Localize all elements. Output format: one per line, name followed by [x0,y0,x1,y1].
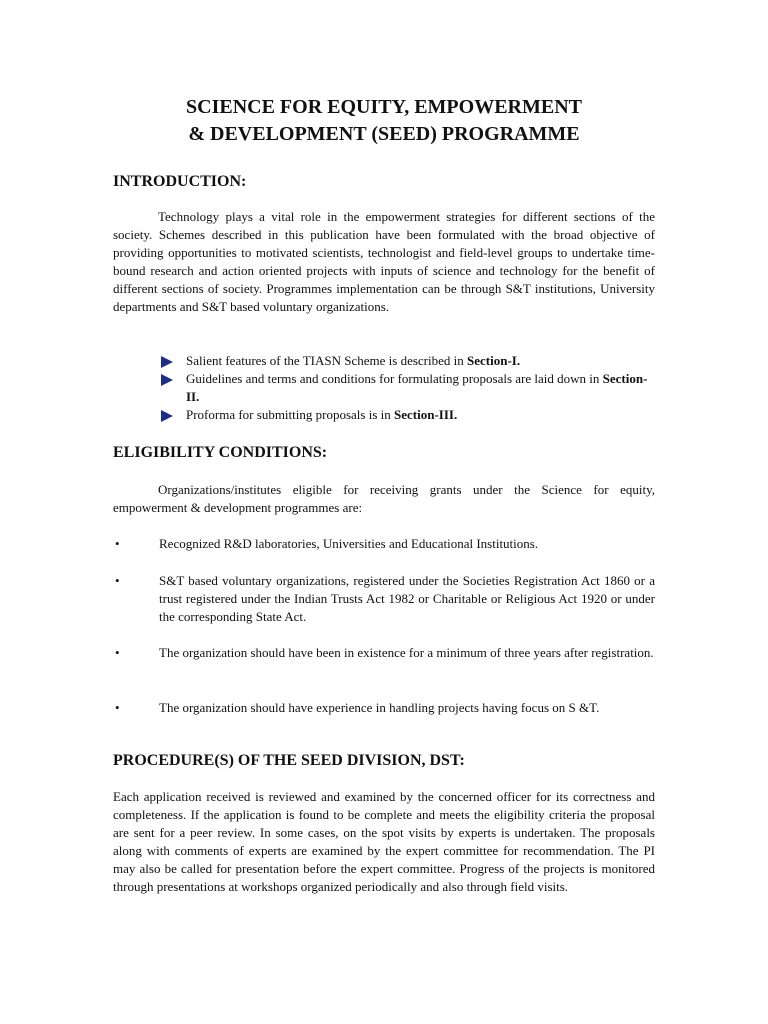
section-reference-item: Guidelines and terms and conditions for formulating proposals are laid down in Section-II. [161,370,655,406]
triangle-bullet-icon [161,356,173,368]
document-title [0,94,768,148]
bullet-icon: • [115,700,120,715]
section-reference-list [161,352,655,424]
eligibility-heading: ELIGIBILITY CONDITIONS: [113,444,328,461]
bullet-icon: • [115,536,120,551]
eligibility-item: • Recognized R&D laboratories, Universities and Educational Institutions. [115,536,539,551]
title-line-2: & DEVELOPMENT (SEED) PROGRAMME [188,123,580,145]
eligibility-intro: Organizations/institutes eligible for receiving grants under the Science for equity, empowerment & development programmes are: [113,482,655,515]
bullet-icon: • [115,573,120,588]
eligibility-item: • The organization should have been in existence for a minimum of three years after registration. [115,645,654,660]
triangle-bullet-icon [161,410,173,422]
title-line-1: SCIENCE FOR EQUITY, EMPOWERMENT [186,96,582,118]
bullet-icon: • [115,645,120,660]
triangle-bullet-icon [161,374,173,386]
eligibility-item: • The organization should have experience in handling projects having focus on S &T. [115,700,600,715]
eligibility-item: • S&T based voluntary organizations, registered under the Societies Registration Act 1860 or a trust registered under the Indian Trusts Act 1982 or Charitable or Religious Act 1920 or under the corresponding State Act. [115,573,655,624]
section-reference-item: Salient features of the TIASN Scheme is described in Section-I. [161,352,655,370]
section-reference-item: Proforma for submitting proposals is in Section-III. [161,406,655,424]
procedure-paragraph: Each application received is reviewed and examined by the concerned officer for its correctness and completeness. If the application is found to be complete and meets the eligibility criteria the proposal are sent for a peer review. In some cases, on the spot visits by experts is undertaken. The proposals along with comments of experts are examined by the expert committee for recommendation. The PI may also be called for presentation before the expert committee. Progress of the projects is monitored through presentations at workshops organized periodically and also through field visits. [113,789,655,894]
procedure-heading: PROCEDURE(S) OF THE SEED DIVISION, DST: [113,752,465,769]
introduction-paragraph: Technology plays a vital role in the empowerment strategies for different sections of the society. Schemes described in this publication have been formulated with the broad objective of providing opportunities to motivated scientists, technologist and field-level groups to undertake time-bound research and action oriented projects with inputs of science and technology for the benefit of different sections of society. Programmes implementation can be through S&T institutions, University departments and S&T based voluntary organizations. [113,209,655,314]
introduction-heading: INTRODUCTION: [113,173,247,190]
